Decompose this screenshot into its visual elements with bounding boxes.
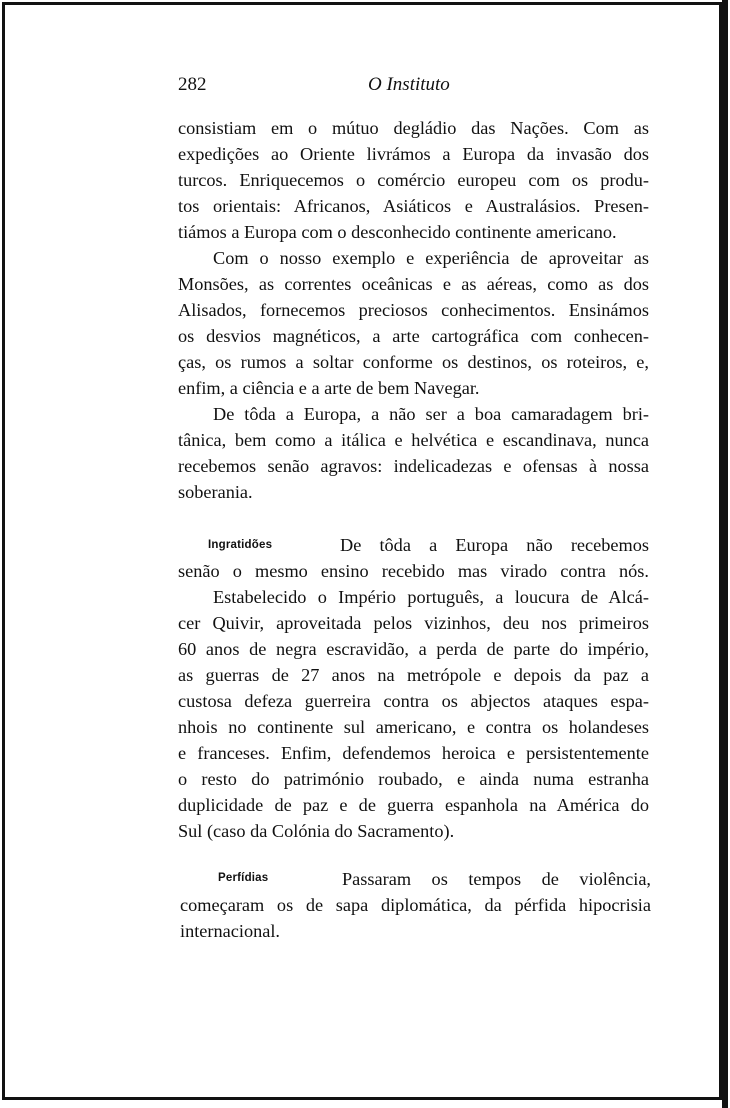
text-line: consistiam em o mútuo degládio das Nações. Com as [178, 118, 649, 138]
text-line: Com o nosso exemplo e experiência de aproveitar as [213, 248, 649, 268]
text-line: cer Quivir, aproveitada pelos vizinhos, deu nos primeiros [178, 613, 649, 633]
text-line: soberania. [178, 482, 253, 502]
text-line: De tôda a Europa não recebemos [340, 535, 649, 555]
text-line: turcos. Enriquecemos o comércio europeu com os produ- [178, 170, 649, 190]
margin-title-ingratidoes: Ingratidões [208, 539, 273, 551]
text-line: Estabelecido o Império português, a loucura de Alcá- [213, 587, 649, 607]
text-line: Passaram os tempos de violência, [342, 869, 651, 889]
text-line: Sul (caso da Colónia do Sacramento). [178, 821, 455, 841]
text-line: internacional. [180, 921, 280, 941]
text-line: expedições ao Oriente livrámos a Europa da invasão dos [178, 144, 649, 164]
text-line: tos orientais: Africanos, Asiáticos e Australásios. Presen- [178, 196, 649, 216]
text-line: custosa defeza guerreira contra os abjectos ataques espa- [178, 691, 649, 711]
text-line: Monsões, as correntes oceânicas e as aéreas, como as dos [178, 274, 649, 294]
text-line: Alisados, fornecemos preciosos conhecimentos. Ensinámos [178, 300, 649, 320]
text-line: recebemos senão agravos: indelicadezas e ofensas à nossa [178, 456, 649, 476]
page-edge-shadow [722, 0, 728, 1108]
text-line: De tôda a Europa, a não ser a boa camaradagem bri- [213, 404, 649, 424]
paragraph-block-ingratidoes [178, 532, 649, 844]
text-line: ças, os rumos a soltar conforme os destinos, os roteiros, e, [178, 352, 649, 372]
paragraph-block-perfidias [180, 866, 651, 944]
page-number: 282 [178, 74, 207, 95]
margin-title-perfidias: Perfídias [218, 872, 269, 884]
text-line: enfim, a ciência e a arte de bem Navegar. [178, 378, 480, 398]
text-line: tiámos a Europa com o desconhecido continente americano. [178, 222, 617, 242]
text-line: senão o mesmo ensino recebido mas virado contra nós. [178, 561, 649, 581]
paragraph-block-1 [178, 115, 649, 505]
text-line: 60 anos de negra escravidão, a perda de parte do império, [178, 639, 649, 659]
text-line: tânica, bem como a itálica e helvética e escandinava, nunca [178, 430, 649, 450]
text-line: o resto do património roubado, e ainda numa estranha [178, 769, 649, 789]
text-line: os desvios magnéticos, a arte cartográfica com conhecen- [178, 326, 649, 346]
text-line: e franceses. Enfim, defendemos heroica e persistentemente [178, 743, 649, 763]
page-header [178, 74, 648, 98]
text-line: começaram os de sapa diplomática, da pérfida hipocrisia [180, 895, 651, 915]
text-line: as guerras de 27 anos na metrópole e depois da paz a [178, 665, 649, 685]
text-line: nhois no continente sul americano, e contra os holandeses [178, 717, 649, 737]
running-title: O Instituto [368, 74, 450, 95]
text-line: duplicidade de paz e de guerra espanhola na América do [178, 795, 649, 815]
